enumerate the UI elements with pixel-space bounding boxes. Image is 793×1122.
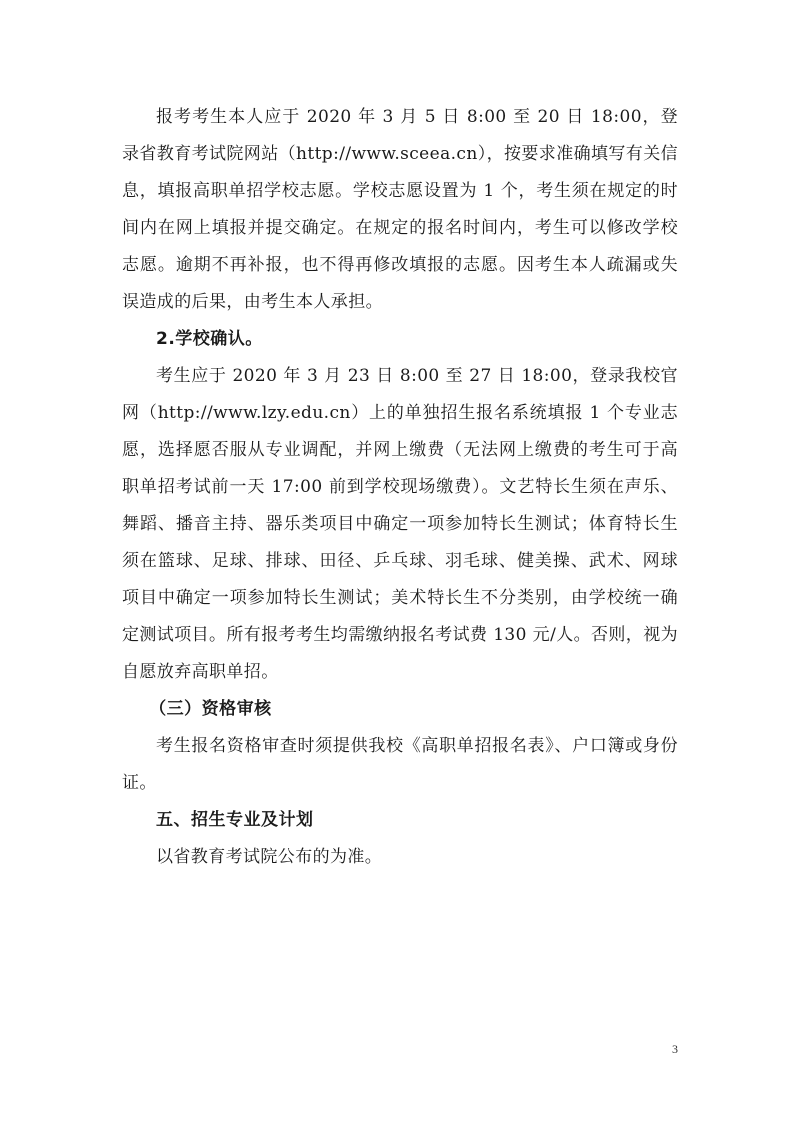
paragraph-online-application: 报考考生本人应于 2020 年 3 月 5 日 8:00 至 20 日 18:00，登录省教育考试院网站（http://www.sceea.cn），按要求准确填写有关信息，填报高职单招学校志愿。学校志愿设置为 1 个，考生须在规定的时间内在网上填报并提交确定。在规定的报名时间内，考生可以修改学校志愿。逾期不再补报，也不得再修改填报的志愿。因考生本人疏漏或失误造成的后果，由考生本人承担。 bbox=[122, 107, 678, 312]
paragraph-qualification-review: 考生报名资格审查时须提供我校《高职单招报名表》、户口簿或身份证。 bbox=[122, 736, 678, 793]
paragraph-school-confirmation: 考生应于 2020 年 3 月 23 日 8:00 至 27 日 18:00，登录我校官网（http://www.lzy.edu.cn）上的单独招生报名系统填报 1 个专业志愿，选择愿否服从专业调配，并网上缴费（无法网上缴费的考生可于高职单招考试前一天 17:00 前到学校现场缴费）。文艺特长生须在声乐、舞蹈、播音主持、器乐类项目中确定一项参加特长生测试；体育特长生须在篮球、足球、排球、田径、乒乓球、羽毛球、健美操、武术、网球项目中确定一项参加特长生测试；美术特长生不分类别，由学校统一确定测试项目。所有报考考生均需缴纳报名考试费 130 元/人。否则，视为自愿放弃高职单招。 bbox=[122, 366, 678, 682]
heading-majors-and-plan: 五、招生专业及计划 bbox=[156, 810, 314, 830]
page-number: 3 bbox=[672, 1042, 678, 1056]
paragraph-majors-and-plan: 以省教育考试院公布的为准。 bbox=[156, 847, 383, 867]
document-body bbox=[122, 99, 678, 876]
heading-qualification-review: （三）资格审核 bbox=[149, 699, 272, 719]
heading-school-confirmation: 2.学校确认。 bbox=[156, 329, 263, 349]
